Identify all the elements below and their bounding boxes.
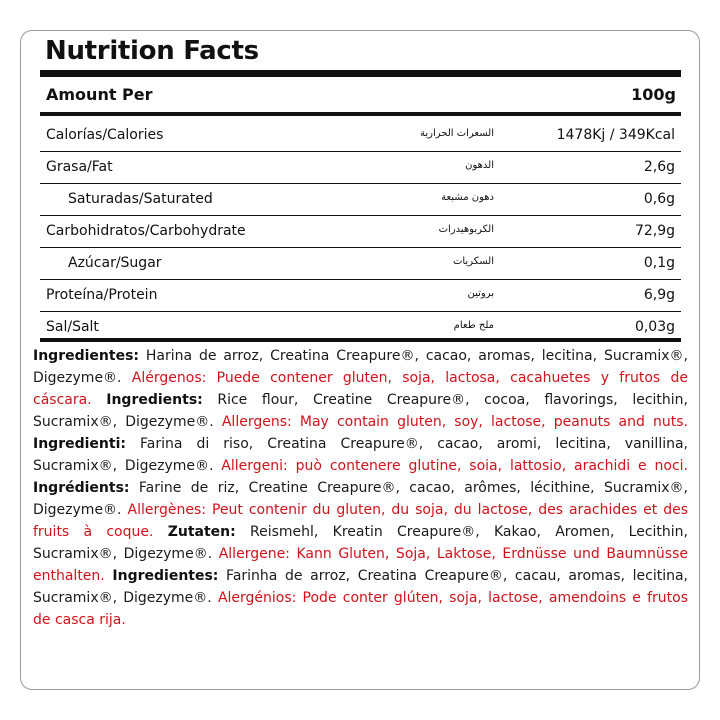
nutrient-value: 1478Kj / 349Kcal — [556, 127, 675, 143]
nutrient-arabic: بروتين — [467, 288, 494, 299]
nutrient-name: Sal/Salt — [46, 319, 99, 335]
nutrient-row-protein — [40, 280, 681, 312]
ingredients-block — [33, 345, 688, 631]
ingredients-heading-pt: Ingredientes: — [112, 568, 219, 584]
ingredients-heading-fr: Ingrédients: — [33, 480, 130, 496]
nutrient-value: 0,1g — [643, 255, 675, 271]
allergens-fr: Allergènes: Peut contenir du gluten, du soja, du lactose, des arachides et des fruits à coque. — [33, 502, 688, 540]
top-divider — [40, 70, 681, 77]
nutrient-value: 0,03g — [634, 319, 675, 335]
allergens-pt: Alergénios: Pode conter glúten, soja, lactose, amendoins e frutos de casca rija. — [33, 590, 688, 628]
allergens-de: Allergene: Kann Gluten, Soja, Laktose, Erdnüsse und Baumnüsse enthalten. — [33, 546, 688, 584]
ingredients-text-es: Harina de arroz, Creatina Creapure®, cacao, aromas, lecitina, Sucramix®, Digezyme®. — [33, 348, 688, 386]
nutrient-arabic: ملح طعام — [453, 320, 494, 331]
nutrient-arabic: دهون مشبعة — [441, 192, 494, 203]
amount-per-row — [46, 82, 676, 106]
nutrient-arabic: الكربوهيدرات — [438, 224, 494, 235]
allergens-en: Allergens: May contain gluten, soy, lactose, peanuts and nuts. — [221, 414, 688, 430]
amount-per-label: Amount Per — [46, 85, 153, 104]
nutrient-name: Carbohidratos/Carbohydrate — [46, 223, 246, 239]
allergens-es: Alérgenos: Puede contener gluten, soja, lactosa, cacahuetes y frutos de cáscara. — [33, 370, 688, 408]
bottom-divider — [40, 338, 681, 342]
nutrient-row-calories — [40, 120, 681, 152]
nutrient-value: 2,6g — [643, 159, 675, 175]
ingredients-text-en: Rice flour, Creatine Creapure®, cocoa, flavorings, lecithin, Sucramix®, Digezyme®. — [33, 392, 688, 430]
ingredients-heading-es: Ingredientes: — [33, 348, 139, 364]
nutrient-arabic: الدهون — [465, 160, 494, 171]
ingredients-heading-it: Ingredienti: — [33, 436, 126, 452]
header-divider — [40, 112, 681, 116]
nutrient-name: Calorías/Calories — [46, 127, 164, 143]
nutrient-arabic: السعرات الحرارية — [419, 128, 494, 139]
ingredients-heading-de: Zutaten: — [167, 524, 236, 540]
ingredients-text-pt: Farinha de arroz, Creatina Creapure®, cacau, aromas, lecitina, Sucramix®, Digezyme®. — [33, 568, 689, 606]
nutrient-value: 72,9g — [634, 223, 675, 239]
nutrient-value: 6,9g — [643, 287, 675, 303]
amount-per-value: 100g — [631, 85, 676, 104]
nutrient-row-fat — [40, 152, 681, 184]
nutrient-row-carbohydrate — [40, 216, 681, 248]
nutrient-name: Azúcar/Sugar — [68, 255, 162, 271]
ingredients-text-it: Farina di riso, Creatina Creapure®, cacao, aromi, lecitina, vanillina, Sucramix®, Digezyme®. — [33, 436, 688, 474]
ingredients-heading-en: Ingredients: — [106, 392, 203, 408]
nutrient-row-saturated — [40, 184, 681, 216]
label-title: Nutrition Facts — [45, 36, 259, 66]
nutrient-value: 0,6g — [643, 191, 675, 207]
nutrient-row-sugar — [40, 248, 681, 280]
ingredients-text-fr: Farine de riz, Creatine Creapure®, cacao, arômes, lécithine, Sucramix®, Digezyme®. — [33, 480, 688, 518]
nutrient-name: Saturadas/Saturated — [68, 191, 213, 207]
nutrient-name: Proteína/Protein — [46, 287, 158, 303]
nutrient-name: Grasa/Fat — [46, 159, 113, 175]
nutrient-table — [40, 120, 681, 343]
ingredients-text-de: Reismehl, Kreatin Creapure®, Kakao, Aromen, Lecithin, Sucramix®, Digezyme®. — [33, 524, 688, 562]
allergens-it: Allergeni: può contenere glutine, soia, lattosio, arachidi e noci. — [221, 458, 688, 474]
nutrient-arabic: السكريات — [452, 256, 494, 267]
